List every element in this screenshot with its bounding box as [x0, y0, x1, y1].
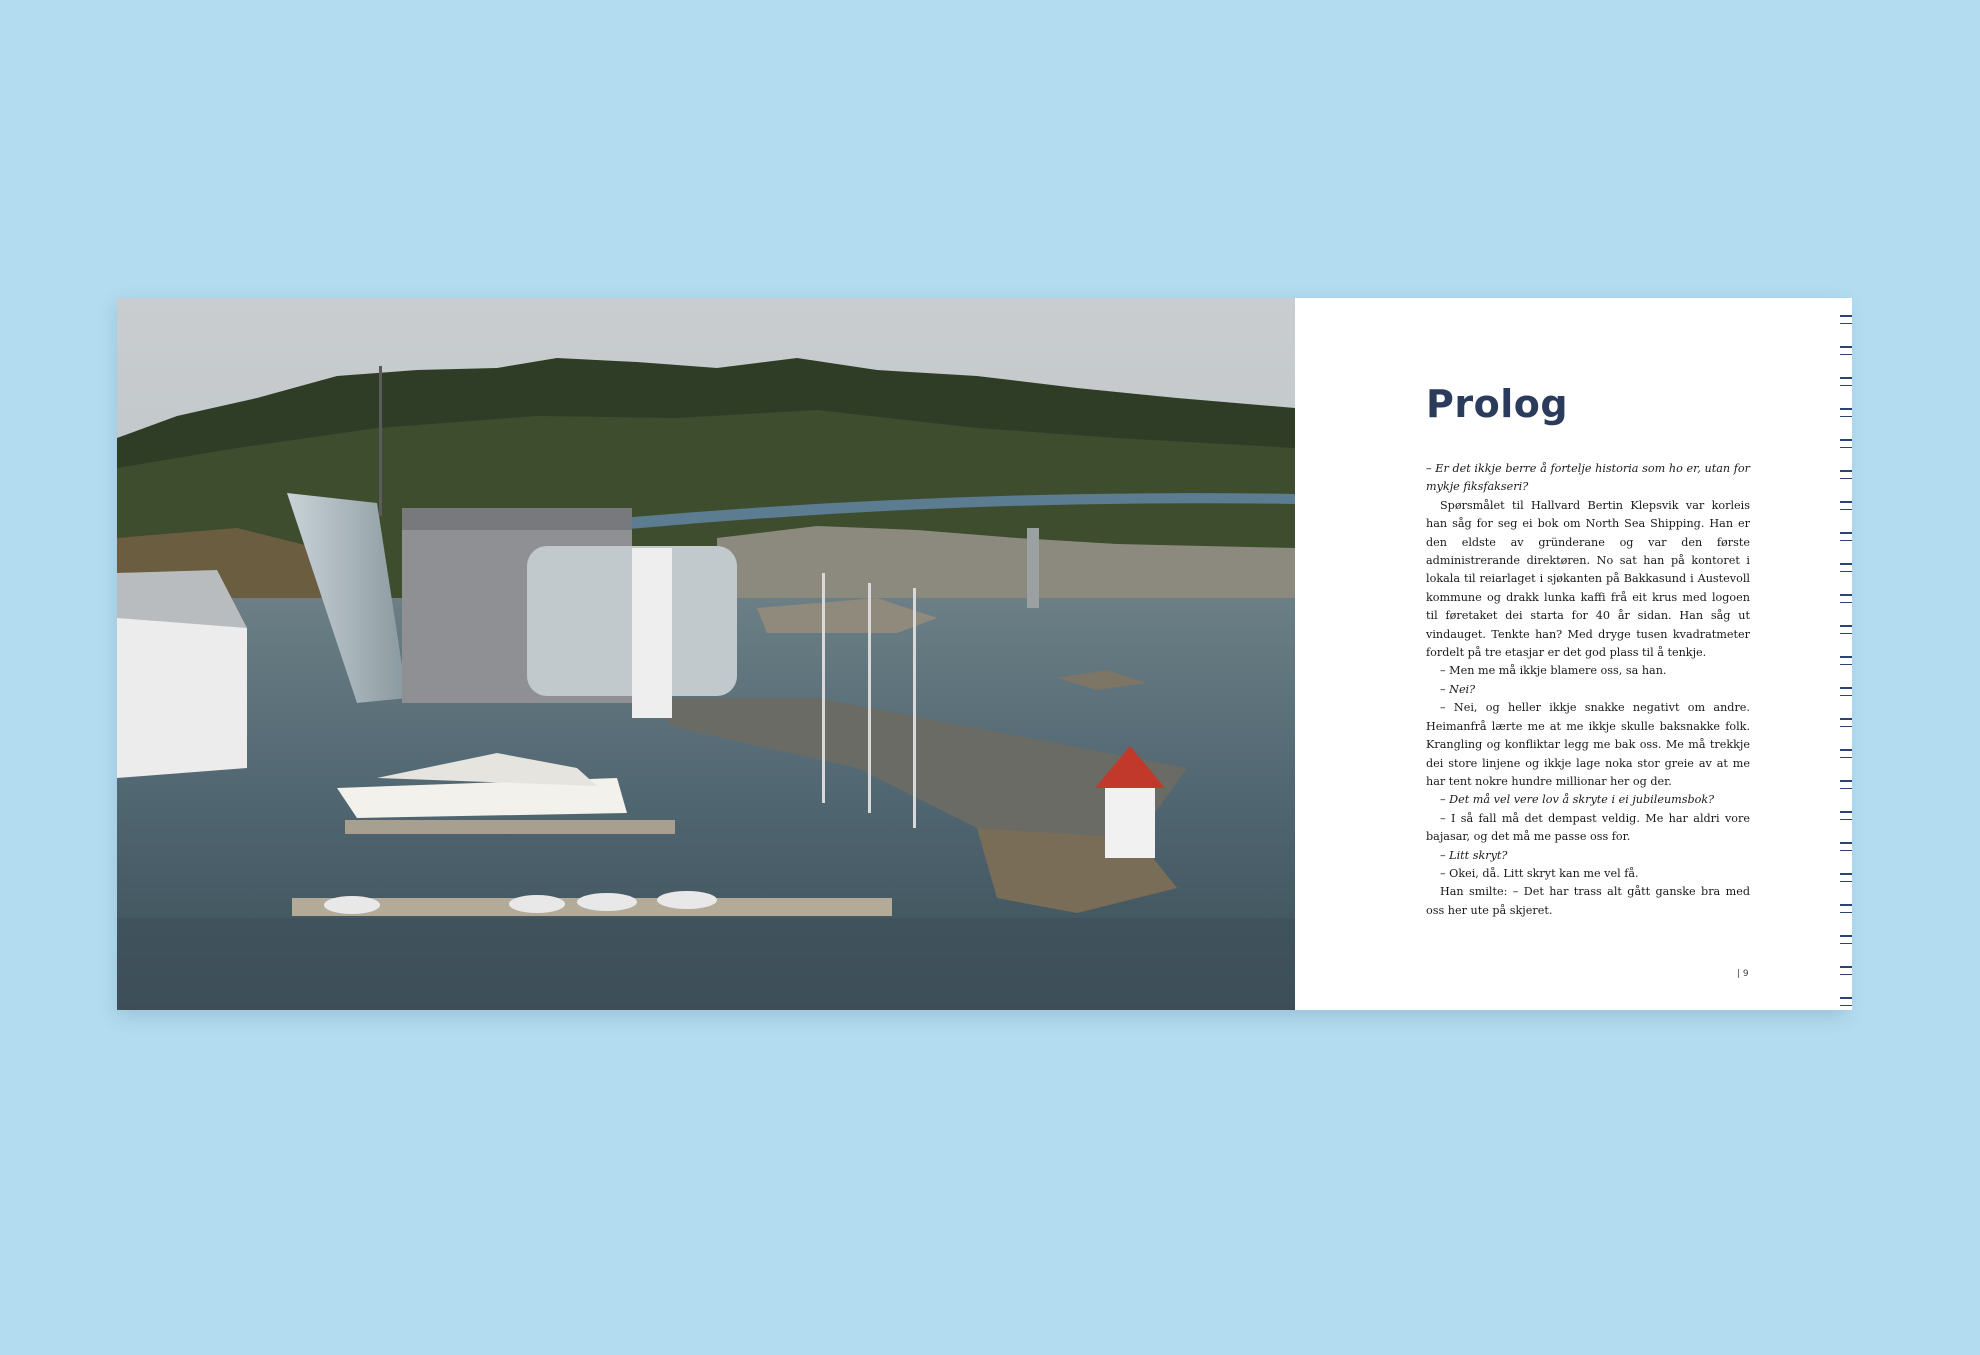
- body-paragraph: Spørsmålet til Hallvard Bertin Klepsvik var korleis han såg for seg ei bok om North Sea Shipping. Han er den eldste av gründerane og var den første administrerande direktøren. No sat han på kontoret i lokala til reiarlaget i sjøkanten på Bakkasund i Austevoll kommune og drakk lunka kaffi frå eit krus med logoen til føretaket dei starta for 40 år sidan. Han såg ut vindauget. Tenkte han? Med dryge tusen kvadratmeter fordelt på tre etasjar er det god plass til å tenkje.: [1426, 498, 1750, 660]
- body-paragraph: – Nei, og heller ikkje snakke negativt om andre. Heimanfrå lærte me at me ikkje skulle baksnakke folk. Krangling og konfliktar legg me bak oss. Me må trekkje dei store linjene og ikkje lage noka stor greie av at me har tent nokre hundre millionar her og der.: [1426, 701, 1750, 788]
- body-paragraph: – Men me må ikkje blamere oss, sa han.: [1440, 664, 1667, 678]
- body-paragraph: – Det må vel vere lov å skryte i ei jubileumsbok?: [1440, 793, 1715, 807]
- harbor-illustration: [117, 298, 1295, 1010]
- body-paragraph: Han smilte: – Det har trass alt gått ganske bra med oss her ute på skjeret.: [1426, 885, 1750, 917]
- body-paragraph: – Nei?: [1440, 682, 1476, 696]
- body-paragraph: – Okei, då. Litt skryt kan me vel få.: [1440, 866, 1639, 880]
- harbor-photo: [117, 298, 1295, 1010]
- body-paragraph: – Litt skryt?: [1440, 848, 1508, 862]
- body-paragraph: – I så fall må det dempast veldig. Me har aldri vore bajasar, og det må me passe oss for.: [1426, 811, 1750, 844]
- chapter-title: Prolog: [1426, 382, 1569, 426]
- body-paragraph: – Er det ikkje berre å fortelje historia som ho er, utan for mykje fiksfakseri?: [1426, 462, 1750, 494]
- page-number: | 9: [1737, 969, 1749, 979]
- chapter-body: [1426, 460, 1750, 920]
- page-edge-markers: [1840, 298, 1852, 1010]
